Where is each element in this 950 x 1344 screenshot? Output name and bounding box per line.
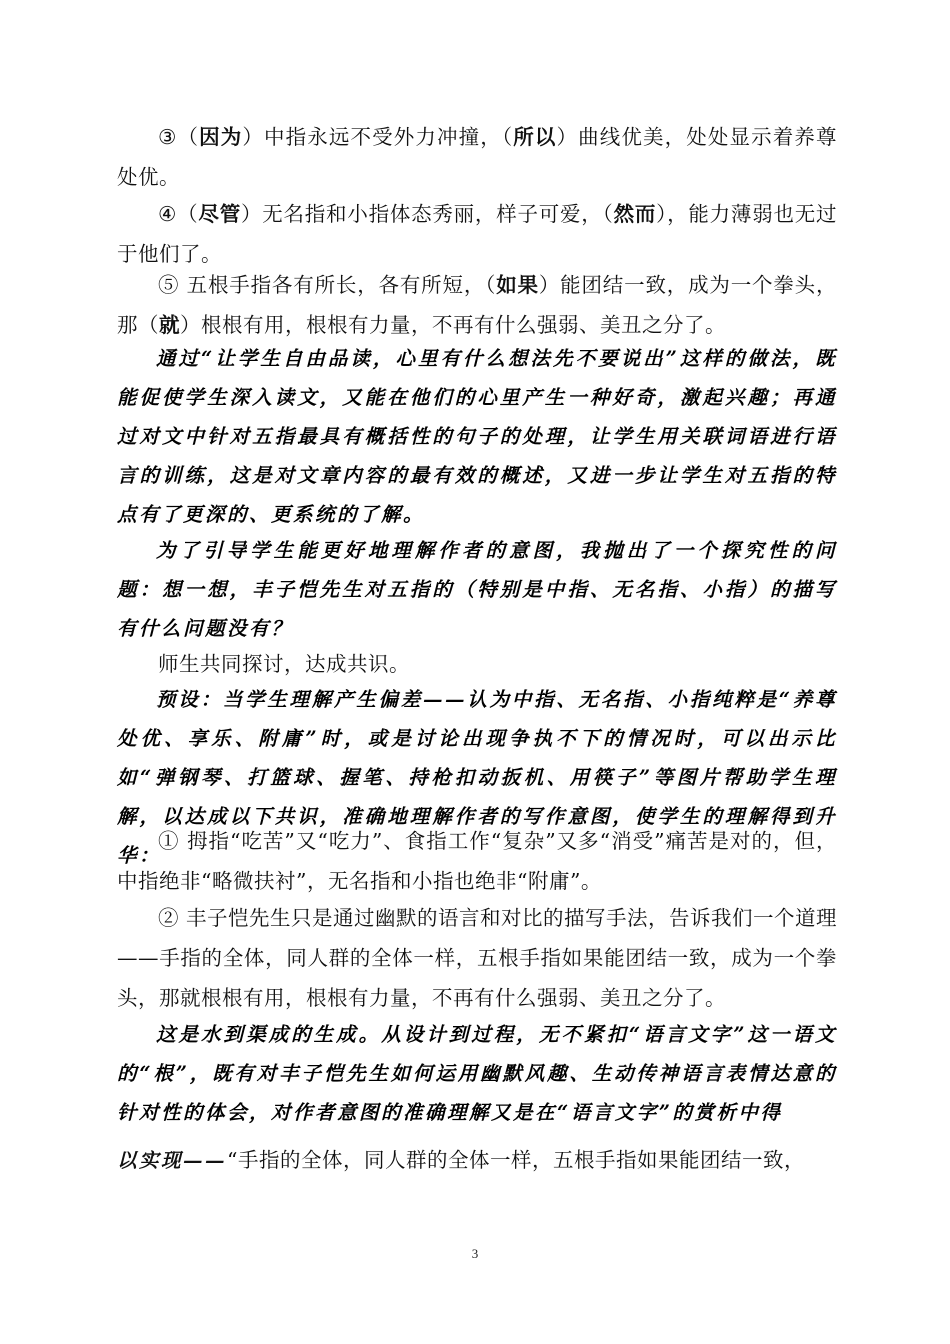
point-4-marker: ④（ xyxy=(158,202,199,226)
last-line-commentary: 以实现—— xyxy=(117,1149,228,1172)
point-4-rest: ），能力薄弱也无过于他们了。 xyxy=(117,202,838,266)
keyword-jinguan: 尽管 xyxy=(198,202,241,226)
keyword-raner: 然而 xyxy=(613,202,657,226)
commentary-paragraph-1: 通过“让学生自由品读，心里有什么想法先不要说出”这样的做法，既能促使学生深入读文，又能在他们的心里产生一种好奇，激起兴趣；再通过对文中针对五指最具有概括性的句子的处理，让学生用关联词语进行语言的训练，这是对文章内容的最有效的概述，又进一步让学生对五指的特点有了更深的、更系统的了解。 xyxy=(117,347,837,526)
keyword-ruguo: 如果 xyxy=(496,273,539,297)
commentary-paragraph-preset: 预设：当学生理解产生偏差——认为中指、无名指、小指纯粹是“养尊处优、享乐、附庸”时，或是讨论出现争执不下的情况时，可以出示比如“弹钢琴、打篮球、握笔、持枪扣动扳机、用筷子”等图片帮助学生理解，以达成以下共识，准确地理解作者的写作意图，使学生的理解得到升华： xyxy=(117,688,837,867)
point-3-rest: ）曲线优美，处处显示着养尊处优。 xyxy=(117,125,838,189)
last-line xyxy=(117,1140,837,1182)
paragraph-discussion: 师生共同探讨，达成共识。 xyxy=(158,652,410,676)
keyword-yinwei: 因为 xyxy=(199,125,243,149)
point-5-marker: ⑤ 五根手指各有所长，各有所短，（ xyxy=(158,273,497,297)
consensus-point-1: ① 拇指“吃苦”又“吃力”、食指工作“复杂”又多“消受”痛苦是对的，但，中指绝非“略微扶衬”，无名指和小指也绝非“附庸”。 xyxy=(117,829,837,893)
consensus-point-2: ② 丰子恺先生只是通过幽默的语言和对比的描写手法，告诉我们一个道理——手指的全体，同人群的全体一样，五根手指如果能团结一致，成为一个拳头，那就根根有用，根根有力量，不再有什么强弱、美丑之分了。 xyxy=(117,906,838,1010)
point-3-mid: ）中指永远不受外力冲撞，（ xyxy=(242,125,514,149)
paragraph-point-5 xyxy=(117,265,837,345)
point-4-mid: ）无名指和小指体态秀丽，样子可爱，（ xyxy=(240,202,614,226)
keyword-suoyi: 所以 xyxy=(513,125,557,149)
keyword-jiu: 就 xyxy=(159,313,180,337)
paragraph-point-3 xyxy=(117,117,837,197)
commentary-paragraph-2: 为了引导学生能更好地理解作者的意图，我抛出了一个探究性的问题：想一想，丰子恺先生对五指的（特别是中指、无名指、小指）的描写有什么问题没有？ xyxy=(117,539,837,640)
paragraph-point-4 xyxy=(117,194,837,274)
last-line-quote: “手指的全体，同人群的全体一样，五根手指如果能团结一致， xyxy=(227,1148,805,1172)
point-5-mid: ）能团结一致，成为一个拳头，那（ xyxy=(117,273,838,337)
point-5-rest: ）根根有用，根根有力量，不再有什么强弱、美丑之分了。 xyxy=(180,313,726,337)
commentary-paragraph-4: 这是水到渠成的生成。从设计到过程，无不紧扣“语言文字”这一语文的“根”，既有对丰子恺先生如何运用幽默风趣、生动传神语言表情达意的针对性的体会，对作者意图的准确理解又是在“语言文字”的赏析中得 xyxy=(117,1023,837,1124)
point-3-marker: ③（ xyxy=(158,125,200,149)
page-number: 3 xyxy=(471,1246,479,1261)
